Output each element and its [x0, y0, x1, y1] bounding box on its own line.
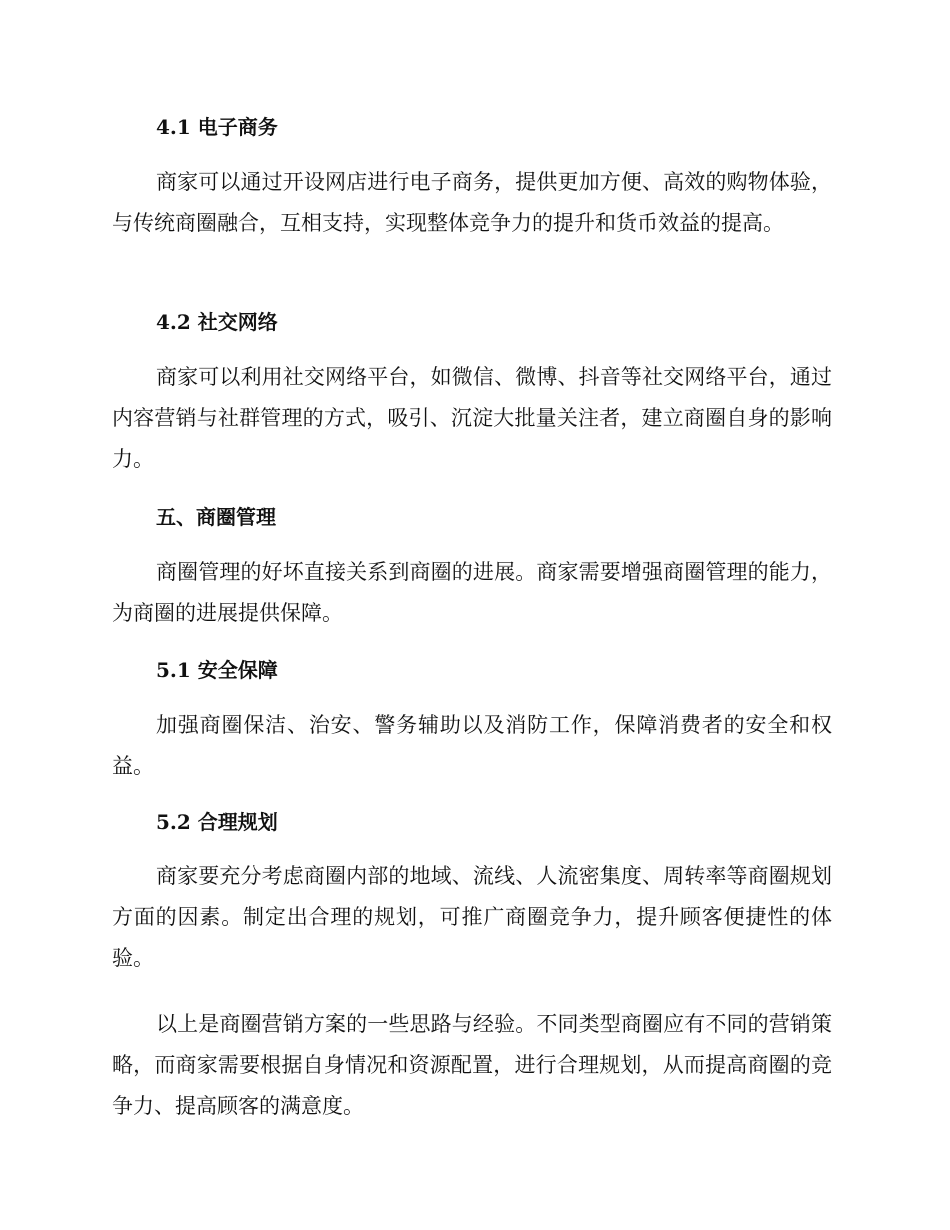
section-heading-4-1: 4.1 电子商务: [156, 115, 278, 139]
conclusion-paragraph: 以上是商圈营销方案的一些思路与经验。不同类型商圈应有不同的营销策略，而商家需要根据自身情况和资源配置，进行合理规划，从而提高商圈的竞争力、提高顾客的满意度。: [112, 1012, 832, 1118]
section-body-4-2: 商家可以利用社交网络平台，如微信、微博、抖音等社交网络平台，通过内容营销与社群管理的方式，吸引、沉淀大批量关注者，建立商圈自身的影响力。: [112, 365, 832, 471]
section-heading-5-1: 5.1 安全保障: [156, 658, 278, 682]
section-heading-5: 五、商圈管理: [156, 505, 276, 529]
section-heading-4-2: 4.2 社交网络: [156, 310, 278, 334]
section-body-5-2: 商家要充分考虑商圈内部的地域、流线、人流密集度、周转率等商圈规划方面的因素。制定出合理的规划，可推广商圈竞争力，提升顾客便捷性的体验。: [112, 864, 832, 970]
section-body-5-1: 加强商圈保洁、治安、警务辅助以及消防工作，保障消费者的安全和权益。: [112, 713, 832, 778]
section-body-5: 商圈管理的好坏直接关系到商圈的进展。商家需要增强商圈管理的能力，为商圈的进展提供保障。: [112, 560, 832, 625]
section-body-4-1: 商家可以通过开设网店进行电子商务，提供更加方便、高效的购物体验，与传统商圈融合，互相支持，实现整体竞争力的提升和货币效益的提高。: [112, 170, 832, 235]
section-heading-5-2: 5.2 合理规划: [156, 810, 278, 834]
